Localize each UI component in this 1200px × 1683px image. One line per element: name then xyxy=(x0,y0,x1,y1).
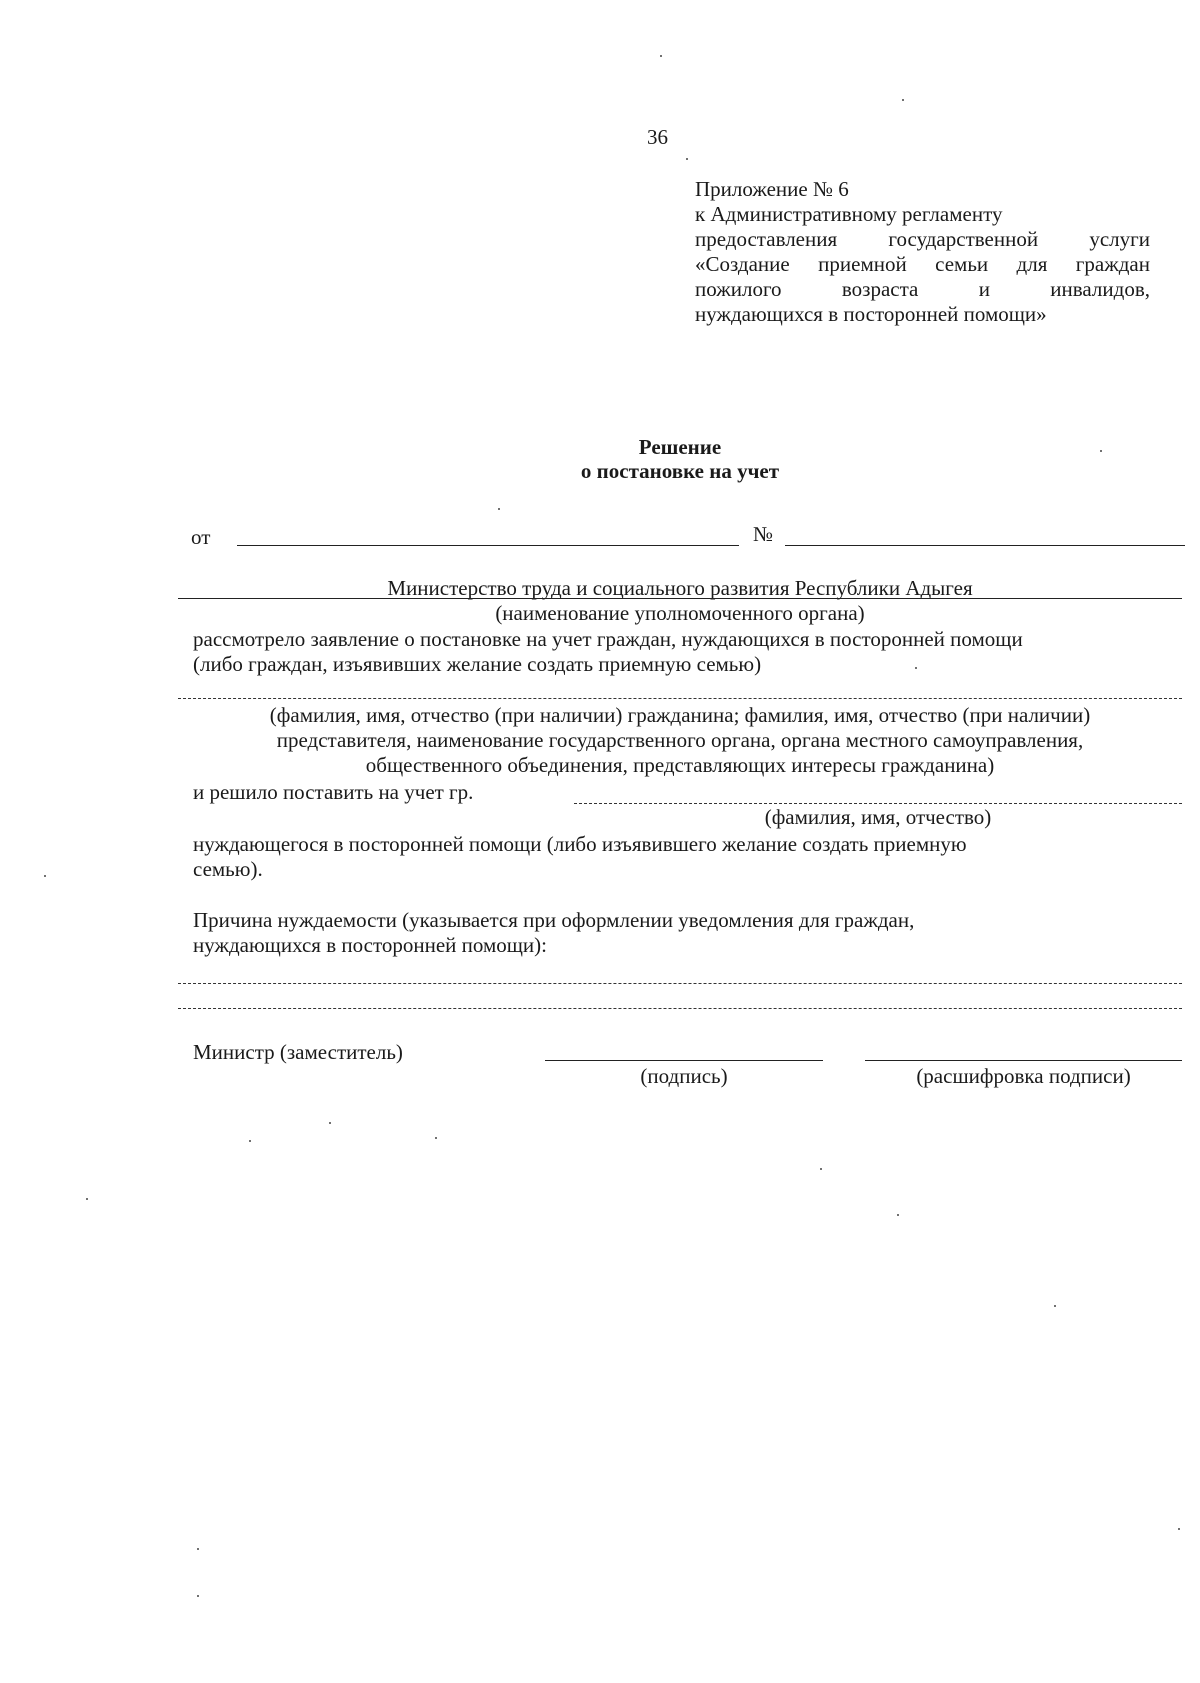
date-field-line[interactable] xyxy=(237,545,739,546)
appendix-line: Приложение № 6 xyxy=(695,177,849,201)
organ-caption: (наименование уполномоченного органа) xyxy=(495,601,865,625)
reason-field-line[interactable] xyxy=(178,983,1182,984)
signature-decoding-caption: (расшифровка подписи) xyxy=(916,1064,1131,1088)
scan-speck xyxy=(249,1140,251,1142)
document-title: Решение xyxy=(638,435,722,459)
reason-field-line[interactable] xyxy=(178,1008,1182,1009)
signature-caption: (подпись) xyxy=(640,1064,728,1088)
considered-text: рассмотрело заявление о постановке на учет граждан, нуждающихся в посторонней помощи xyxy=(193,627,1023,651)
applicant-caption: представителя, наименование государственного органа, органа местного самоуправления, xyxy=(276,728,1084,752)
scan-speck xyxy=(1054,1305,1056,1307)
needing-text: семью). xyxy=(193,857,263,881)
decided-label: и решило поставить на учет гр. xyxy=(193,780,474,804)
reason-text: нуждающихся в посторонней помощи): xyxy=(193,933,547,957)
scan-speck xyxy=(86,1198,88,1200)
scan-speck xyxy=(44,875,46,877)
number-field-line[interactable] xyxy=(785,545,1185,546)
appendix-line: предоставления государственной услуги xyxy=(695,227,1150,251)
appendix-line: нуждающихся в посторонней помощи» xyxy=(695,302,1047,326)
scan-speck xyxy=(435,1137,437,1139)
scan-speck xyxy=(902,99,904,101)
appendix-line: к Административному регламенту xyxy=(695,202,1003,226)
date-label: от xyxy=(191,525,211,549)
scan-speck xyxy=(686,158,688,160)
appendix-line: «Создание приемной семьи для граждан xyxy=(695,252,1150,276)
signature-decoding-line[interactable] xyxy=(865,1060,1182,1061)
appendix-block xyxy=(695,177,1150,327)
document-subtitle: о постановке на учет xyxy=(580,459,780,483)
applicant-caption: (фамилия, имя, отчество (при наличии) гражданина; фамилия, имя, отчество (при наличии) xyxy=(269,703,1091,727)
scan-speck xyxy=(329,1122,331,1124)
organ-name: Министерство труда и социального развития Республики Адыгея xyxy=(387,576,973,600)
needing-text: нуждающегося в посторонней помощи (либо изъявившего желание создать приемную xyxy=(193,832,967,856)
scan-speck xyxy=(820,1168,822,1170)
scan-speck xyxy=(1178,1528,1180,1530)
scan-speck xyxy=(498,508,500,510)
number-label: № xyxy=(753,522,774,546)
reason-text: Причина нуждаемости (указывается при оформлении уведомления для граждан, xyxy=(193,908,915,932)
considered-text: (либо граждан, изъявивших желание создать приемную семью) xyxy=(193,652,762,676)
scan-speck xyxy=(897,1214,899,1216)
scan-speck xyxy=(915,667,917,669)
citizen-fio-line[interactable] xyxy=(574,803,1182,804)
page-number: 36 xyxy=(647,125,668,149)
scan-speck xyxy=(1100,450,1102,452)
signature-line[interactable] xyxy=(545,1060,823,1061)
scan-speck xyxy=(197,1595,199,1597)
applicant-field-line[interactable] xyxy=(178,698,1182,699)
organ-name-line xyxy=(178,598,1182,599)
scan-speck xyxy=(197,1548,199,1550)
applicant-caption: общественного объединения, представляющих интересы гражданина) xyxy=(365,753,995,777)
fio-caption: (фамилия, имя, отчество) xyxy=(764,805,992,829)
appendix-line: пожилого возраста и инвалидов, xyxy=(695,277,1150,301)
scan-speck xyxy=(660,55,662,57)
signer-label: Министр (заместитель) xyxy=(193,1040,403,1064)
